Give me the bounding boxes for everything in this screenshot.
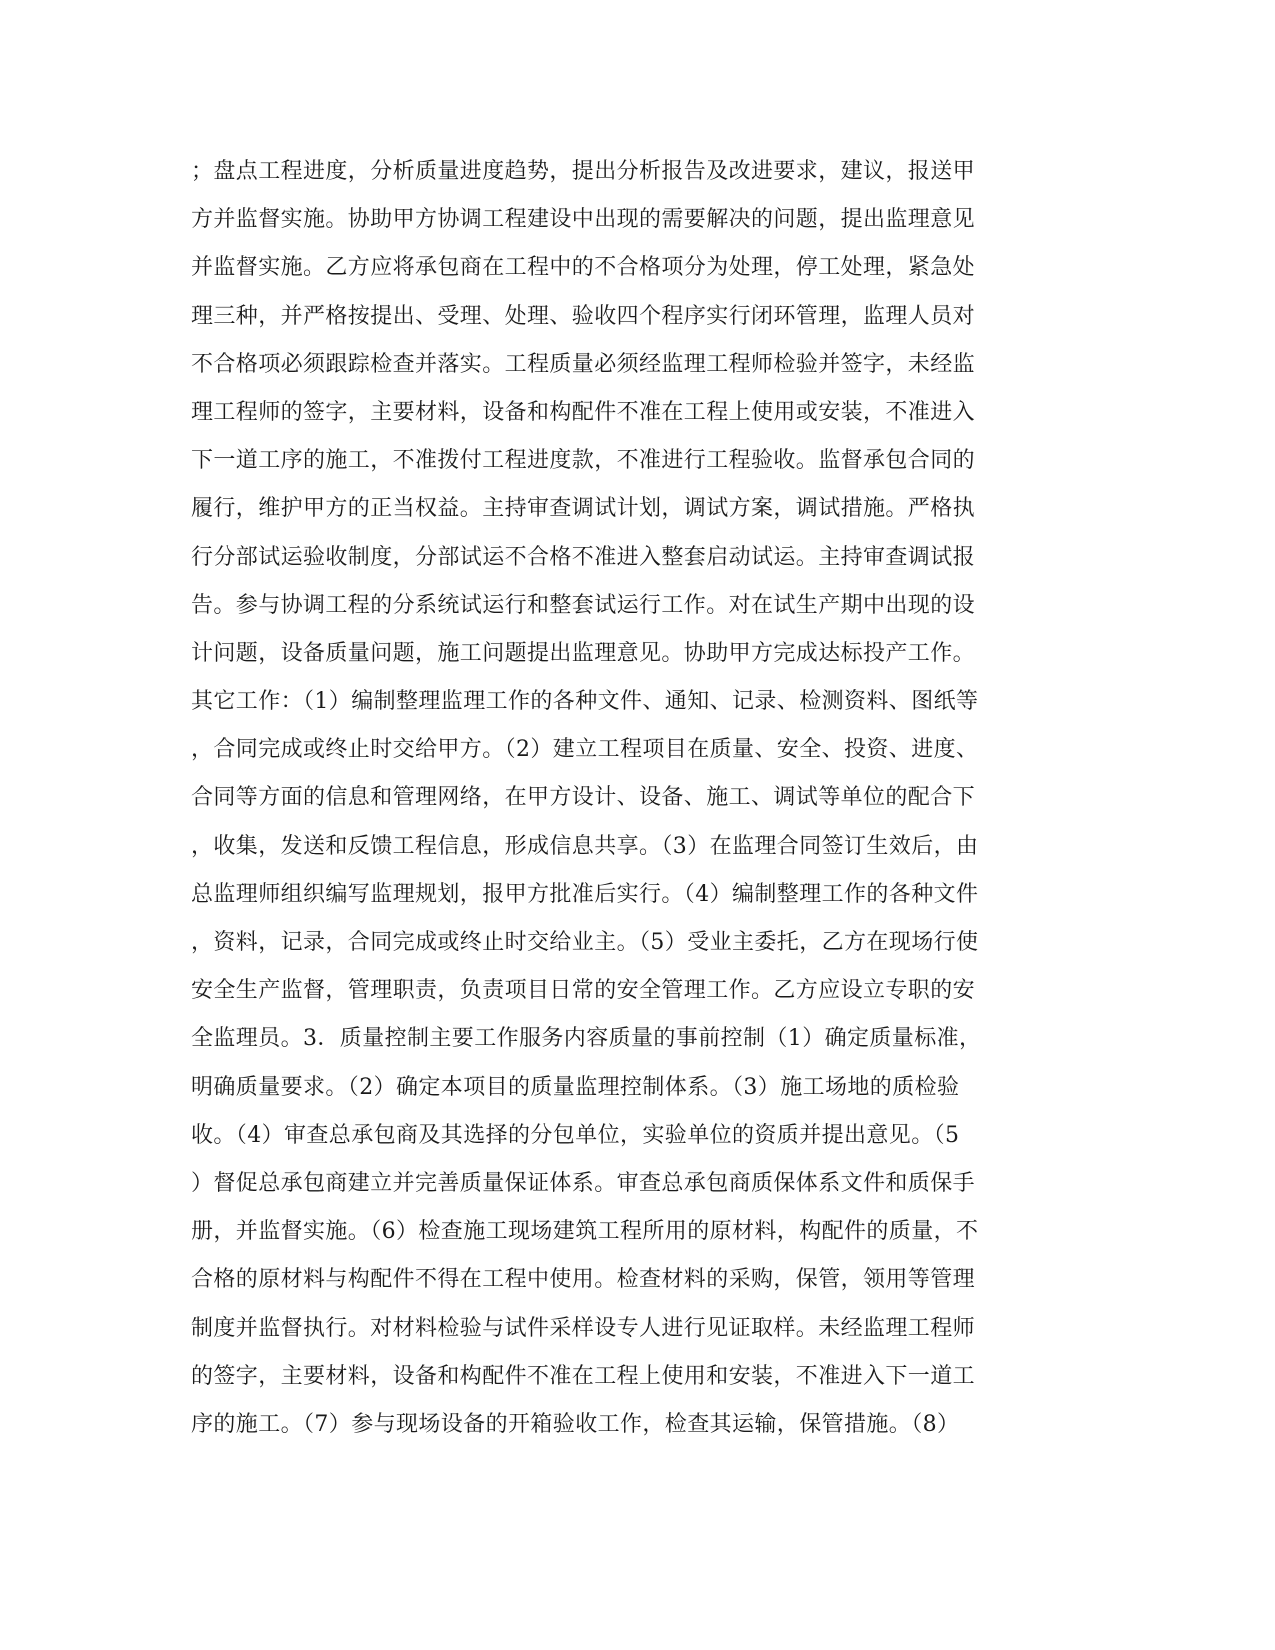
text-line: 制度并监督执行。对材料检验与试件采样设专人进行见证取样。未经监理工程师 xyxy=(191,1315,976,1341)
document-body xyxy=(191,155,1081,1456)
text-line: 其它工作：（1）编制整理监理工作的各种文件、通知、记录、检测资料、图纸等 xyxy=(191,689,979,715)
text-line: 全监理员。3．质量控制主要工作服务内容质量的事前控制（1）确定质量标准， xyxy=(191,1026,982,1052)
text-line: 明确质量要求。（2）确定本项目的质量监理控制体系。（3）施工场地的质检验 xyxy=(191,1074,960,1100)
text-line: 不合格项必须跟踪检查并落实。工程质量必须经监理工程师检验并签字，未经监 xyxy=(191,351,976,377)
text-line: 安全生产监督，管理职责，负责项目日常的安全管理工作。乙方应设立专职的安 xyxy=(191,978,976,1004)
text-line: 合格的原材料与构配件不得在工程中使用。检查材料的采购，保管，领用等管理 xyxy=(191,1267,976,1293)
text-line: 序的施工。（7）参与现场设备的开箱验收工作，检查其运输，保管措施。（8） xyxy=(191,1411,960,1437)
text-line: ，资料，记录，合同完成或终止时交给业主。（5）受业主委托，乙方在现场行使 xyxy=(191,930,979,955)
text-line: 并监督实施。乙方应将承包商在工程中的不合格项分为处理，停工处理，紧急处 xyxy=(191,255,976,281)
text-line: 下一道工序的施工，不准拨付工程进度款，不准进行工程验收。监督承包合同的 xyxy=(191,448,976,474)
text-line: 计问题，设备质量问题，施工问题提出监理意见。协助甲方完成达标投产工作。 xyxy=(191,640,976,666)
text-line: 方并监督实施。协助甲方协调工程建设中出现的需要解决的问题，提出监理意见 xyxy=(191,207,976,233)
text-line: 告。参与协调工程的分系统试运行和整套试运行工作。对在试生产期中出现的设 xyxy=(191,592,976,618)
text-line: 合同等方面的信息和管理网络，在甲方设计、设备、施工、调试等单位的配合下 xyxy=(191,785,976,811)
text-line: 册，并监督实施。（6）检查施工现场建筑工程所用的原材料，构配件的质量，不 xyxy=(191,1219,979,1245)
text-line: 理三种，并严格按提出、受理、处理、验收四个程序实行闭环管理，监理人员对 xyxy=(191,303,976,329)
text-line: 理工程师的签字，主要材料，设备和构配件不准在工程上使用或安装，不准进入 xyxy=(191,399,976,425)
text-line: 收。（4）审查总承包商及其选择的分包单位，实验单位的资质并提出意见。（5 xyxy=(191,1122,960,1148)
text-line: ，收集，发送和反馈工程信息，形成信息共享。（3）在监理合同签订生效后，由 xyxy=(191,833,979,859)
text-line: ；盘点工程进度，分析质量进度趋势，提出分析报告及改进要求，建议，报送甲 xyxy=(191,159,976,184)
text-line: ，合同完成或终止时交给甲方。（2）建立工程项目在质量、安全、投资、进度、 xyxy=(191,737,979,763)
text-line: 行分部试运验收制度，分部试运不合格不准进入整套启动试运。主持审查调试报 xyxy=(191,544,976,570)
text-line: 的签字，主要材料，设备和构配件不准在工程上使用和安装，不准进入下一道工 xyxy=(191,1363,976,1389)
text-line: ）督促总承包商建立并完善质量保证体系。审查总承包商质保体系文件和质保手 xyxy=(191,1170,976,1196)
text-line: 履行，维护甲方的正当权益。主持审查调试计划，调试方案，调试措施。严格执 xyxy=(191,496,976,522)
text-line: 总监理师组织编写监理规划，报甲方批准后实行。（4）编制整理工作的各种文件 xyxy=(191,881,979,907)
